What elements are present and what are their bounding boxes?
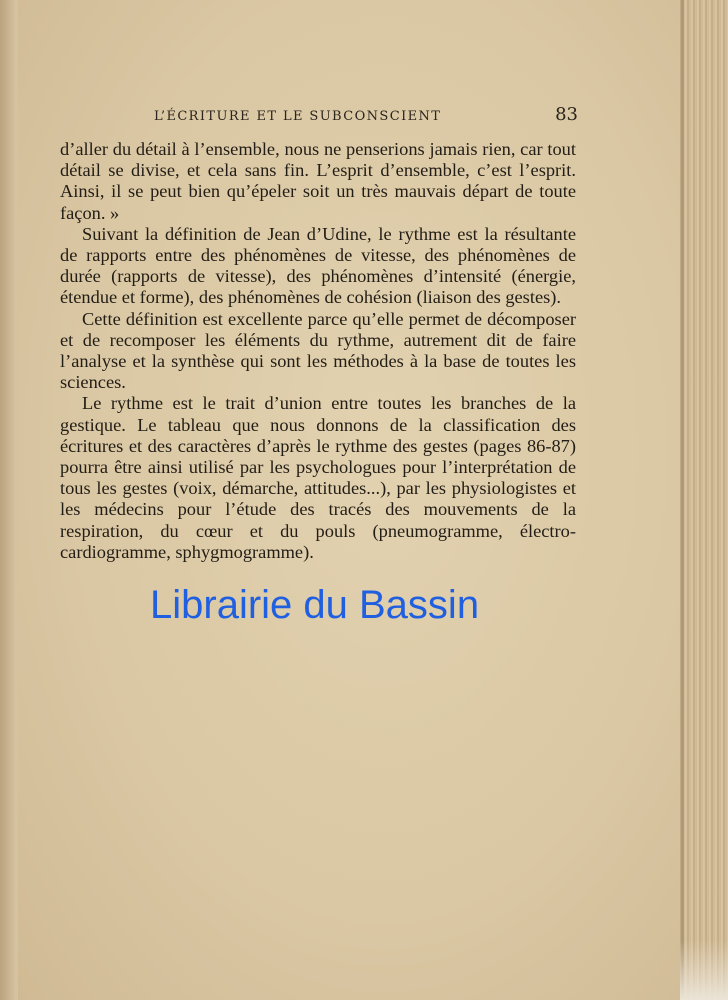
body-text xyxy=(60,139,576,563)
paragraph-definition-comment: Cette définition est excellente parce qu’elle permet de décomposer et de recomposer les éléments du rythme, autrement dit de faire l’analyse et la synthèse qui sont les méthodes à la base de toutes les sciences. xyxy=(60,308,576,393)
page-stack-edges xyxy=(678,0,728,1000)
paragraph-rhythm-definition: Suivant la définition de Jean d’Udine, le rythme est la résultante de rapports entre des phénomènes de vitesse, des phénomènes de durée (rapports de vitesse), des phénomènes d’intensité (énergie, étendue et forme), des phénomènes de cohésion (liaison des gestes). xyxy=(60,223,576,308)
previous-page-edge xyxy=(0,0,14,1000)
paragraph-continued: d’aller du détail à l’ensemble, nous ne penserions jamais rien, car tout détail se divise, et cela sans fin. L’esprit d’ensemble, c’est l’esprit. Ainsi, il se peut bien qu’épeler soit un très mauvais départ de toute façon. » xyxy=(60,139,576,223)
paragraph-rhythm-gestique: Le rythme est le trait d’union entre toutes les branches de la gestique. Le tableau que nous donnons de la classification des écritures et des caractères d’après le rythme des gestes (pages 86-87) pourra être ainsi utilisé par les psychologues pour l’interprétation de tous les gestes (voix, démarche, attitudes...), par les physiologistes et les médecins pour l’étude des tracés des mouvements de la respiration, du cœur et du pouls (pneumogramme, électro-cardiogramme, sphygmogramme). xyxy=(60,393,576,562)
seller-watermark: Librairie du Bassin xyxy=(150,583,480,627)
page-number: 83 xyxy=(555,104,578,125)
running-head xyxy=(154,104,578,125)
running-title: L’ÉCRITURE ET LE SUBCONSCIENT xyxy=(154,109,442,124)
